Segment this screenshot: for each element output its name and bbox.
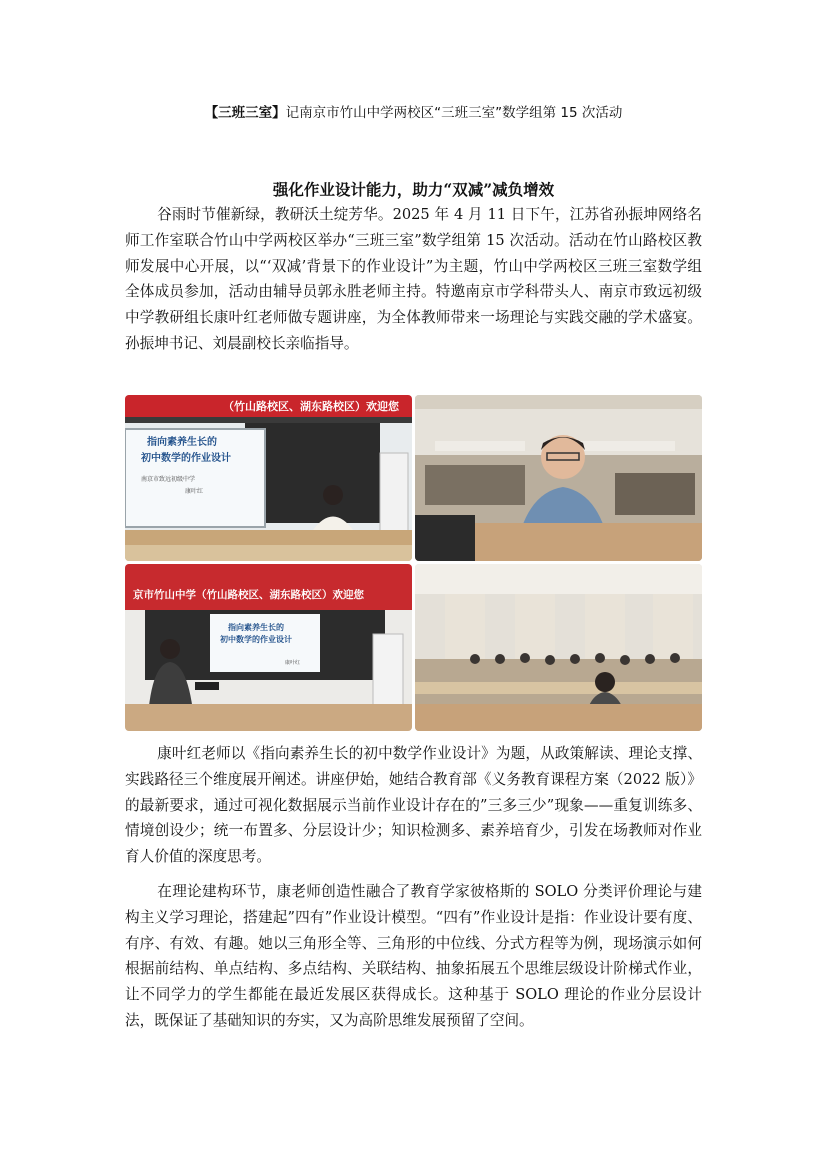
paragraph-intro: [125, 202, 702, 357]
header-tag: 【三班三室】: [204, 105, 286, 121]
slide-title-line2: 初中数学的作业设计: [141, 453, 231, 464]
article-header: [0, 101, 827, 121]
photo-participant-seated: [415, 395, 702, 561]
slide3-title-line2: 初中数学的作业设计: [220, 635, 292, 644]
photo-audience: [415, 564, 702, 731]
slide3-name: 康叶红: [285, 660, 301, 666]
paragraph-lecture-text: 康叶红老师以《指向素养生长的初中数学作业设计》为题，从政策解读、理论支撑、实践路径三个维度展开阐述。讲座伊始，她结合教育部《义务教育课程方案（2022 版）》的最新要求，通过可视化数据展示当前作业设计存在的”三多三少”现象——重复训练多、情境创设少；统一布置多、分层设计少；知识检测多、素养培育少，引发在场教师对作业育人价值的深度思考。: [125, 745, 702, 866]
slide3-title-line1: 指向素养生长的: [228, 623, 284, 632]
photo-presenter-standing: [125, 564, 412, 731]
paragraph-lecture: [125, 741, 702, 870]
banner-text-3: 京市竹山中学（竹山路校区、湖东路校区）欢迎您: [133, 589, 364, 601]
photo-lecture-podium: [125, 395, 412, 561]
paragraph-theory-text: 在理论建构环节，康老师创造性融合了教育学家彼格斯的 SOLO 分类评价理论与建构主义学习理论，搭建起”四有”作业设计模型。“四有”作业设计是指：作业设计要有度、有序、有效、有趣。她以三角形全等、三角形的中位线、分式方程等为例，现场演示如何根据前结构、单点结构、多点结构、关联结构、抽象拓展五个思维层级设计阶梯式作业，让不同学力的学生都能在最近发展区获得成长。这种基于 SOLO 理论的作业分层设计法，既保证了基础知识的夯实，又为高阶思维发展预留了空间。: [125, 883, 702, 1029]
slide-school: 南京市致远初级中学: [141, 476, 196, 483]
header-text: 记南京市竹山中学两校区“三班三室”数学组第 15 次活动: [285, 105, 623, 121]
paragraph-intro-text: 谷雨时节催新绿，教研沃土绽芳华。2025 年 4 月 11 日下午，江苏省孙振坤网络名师工作室联合竹山中学两校区举办“三班三室”数学组第 15 次活动。活动在竹山路校区教师发展中心开展，以“‘双减’背景下的作业设计”为主题，竹山中学两校区三班三室数学组全体成员参加，活动由辅导员郭永胜老师主持。特邀南京市学科带头人、南京市致远初级中学教研组长康叶红老师做专题讲座，为全体教师带来一场理论与实践交融的学术盛宴。孙振坤书记、刘晨副校长亲临指导。: [125, 206, 702, 352]
article-title: 强化作业设计能力，助力“双减”减负增效: [272, 180, 555, 199]
banner-text-1: （竹山路校区、湖东路校区）欢迎您: [223, 400, 399, 413]
slide-name: 康叶红: [185, 488, 204, 495]
slide-title-line1: 指向素养生长的: [147, 437, 217, 448]
paragraph-theory: [125, 879, 702, 1034]
